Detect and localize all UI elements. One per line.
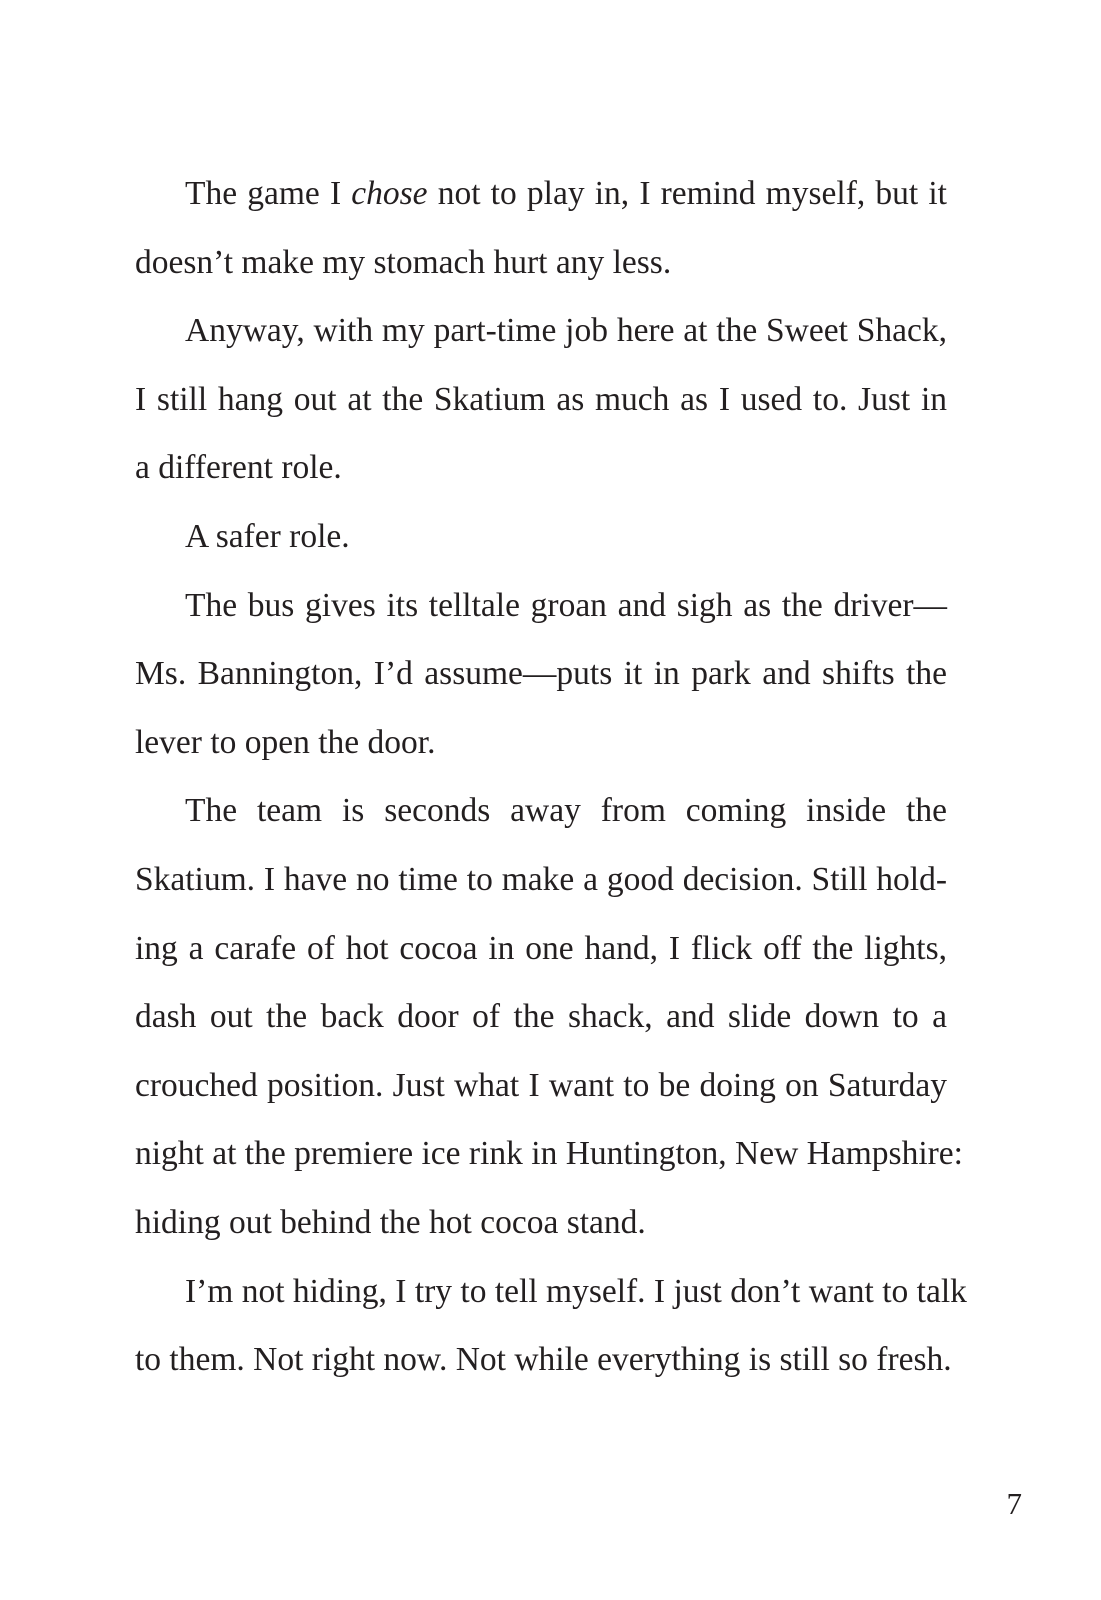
text-line: A safer role.	[185, 517, 350, 555]
text-line: The bus gives its telltale groan and sigh as the driver—	[185, 586, 947, 624]
body-text	[135, 160, 967, 1395]
text-line: Ms. Bannington, I’d assume—puts it in park and shifts the	[135, 655, 947, 693]
text-line: The team is seconds away from coming inside the	[185, 792, 947, 830]
text-line: lever to open the door.	[135, 723, 436, 761]
text-line: ing a carafe of hot cocoa in one hand, I flick off the lights,	[135, 929, 947, 967]
italic-word: chose	[351, 175, 428, 212]
text-line: hiding out behind the hot cocoa stand.	[135, 1203, 646, 1241]
page-number: 7	[1006, 1486, 1022, 1521]
text-line: I’m not hiding, I try to tell myself. I just don’t want to talk	[185, 1272, 967, 1310]
text-line	[135, 160, 947, 229]
text-line: night at the premiere ice rink in Huntington, New Hampshire:	[135, 1135, 963, 1173]
text-line: to them. Not right now. Not while everything is still so fresh.	[135, 1341, 952, 1379]
text-line: dash out the back door of the shack, and slide down to a	[135, 998, 947, 1036]
text-line: I still hang out at the Skatium as much as I used to. Just in	[135, 380, 947, 418]
text-segment: not to play in, I remind myself, but it	[427, 175, 947, 212]
text-line: a different role.	[135, 449, 342, 487]
text-line: Skatium. I have no time to make a good decision. Still hold-	[135, 860, 947, 898]
text-line: doesn’t make my stomach hurt any less.	[135, 243, 672, 281]
text-line: crouched position. Just what I want to be doing on Saturday	[135, 1066, 947, 1104]
text-line: Anyway, with my part-time job here at the Sweet Shack,	[185, 312, 947, 350]
text-segment: The game I	[185, 175, 352, 212]
